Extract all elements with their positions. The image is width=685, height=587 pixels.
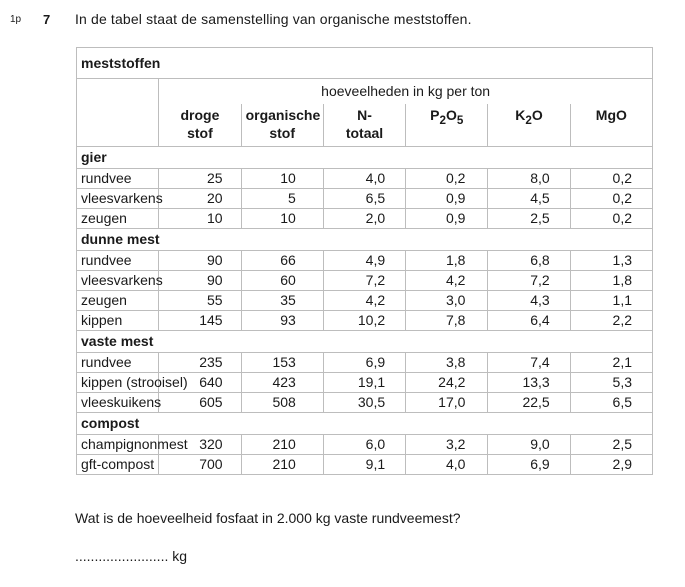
table-cell: 605 — [159, 393, 241, 413]
table-cell: 2,0 — [323, 209, 405, 229]
table-cell: 153 — [241, 353, 323, 373]
row-label: vleesvarkens — [77, 189, 159, 209]
table-cell: 700 — [159, 455, 241, 475]
table-cell: 1,3 — [570, 251, 652, 271]
table-cell: 423 — [241, 373, 323, 393]
table-cell: 22,5 — [488, 393, 570, 413]
table-cell: 2,1 — [570, 353, 652, 373]
table-row — [77, 353, 653, 373]
table-cell: 145 — [159, 311, 241, 331]
table-cell: 3,8 — [406, 353, 488, 373]
table-cell: 210 — [241, 455, 323, 475]
table-cell: 0,2 — [570, 189, 652, 209]
table-cell: 4,2 — [406, 271, 488, 291]
table-row — [77, 393, 653, 413]
row-label: rundvee — [77, 353, 159, 373]
table-cell: 7,2 — [488, 271, 570, 291]
table-cell: 4,5 — [488, 189, 570, 209]
table-cell: 508 — [241, 393, 323, 413]
question-intro: In de tabel staat de samenstelling van organische meststoffen. — [75, 11, 472, 27]
table-title: meststoffen — [77, 48, 653, 79]
header-spacer — [77, 104, 159, 147]
answer-blank: ........................ kg — [75, 548, 188, 564]
table-cell: 9,1 — [323, 455, 405, 475]
table-cell: 7,4 — [488, 353, 570, 373]
row-label: kippen (strooisel) — [77, 373, 159, 393]
table-cell: 19,1 — [323, 373, 405, 393]
header-organic-matter: organische stof — [241, 104, 323, 147]
header-mgo: MgO — [570, 104, 652, 147]
row-label: kippen — [77, 311, 159, 331]
table-cell: 640 — [159, 373, 241, 393]
category-row — [77, 147, 653, 169]
category-label: dunne mest — [77, 229, 653, 251]
table-cell: 30,5 — [323, 393, 405, 413]
points-label: 1p — [10, 14, 22, 25]
question-prompt: Wat is de hoeveelheid fosfaat in 2.000 kg vaste rundveemest? — [75, 510, 461, 526]
table-cell: 1,1 — [570, 291, 652, 311]
header-dry-matter: droge stof — [159, 104, 241, 147]
category-row — [77, 413, 653, 435]
table-row — [77, 271, 653, 291]
units-spacer — [77, 79, 159, 105]
table-cell: 2,5 — [570, 435, 652, 455]
units-row — [77, 79, 653, 105]
row-label: zeugen — [77, 209, 159, 229]
table-cell: 1,8 — [570, 271, 652, 291]
table-cell: 0,9 — [406, 189, 488, 209]
column-header-row — [77, 104, 653, 147]
table-cell: 6,5 — [323, 189, 405, 209]
category-label: compost — [77, 413, 653, 435]
row-label: champignonmest — [77, 435, 159, 455]
category-label: gier — [77, 147, 653, 169]
table-cell: 6,4 — [488, 311, 570, 331]
category-label: vaste mest — [77, 331, 653, 353]
table-cell: 4,3 — [488, 291, 570, 311]
table-cell: 90 — [159, 251, 241, 271]
table-cell: 10 — [241, 209, 323, 229]
table-cell: 66 — [241, 251, 323, 271]
table-cell: 2,9 — [570, 455, 652, 475]
table-cell: 25 — [159, 169, 241, 189]
table-cell: 4,2 — [323, 291, 405, 311]
header-k2o: $K_2O$ — [488, 104, 570, 147]
table-cell: 320 — [159, 435, 241, 455]
table-cell: 10 — [241, 169, 323, 189]
table-cell: 60 — [241, 271, 323, 291]
header-nitrogen-total: N- totaal — [323, 104, 405, 147]
table-row — [77, 311, 653, 331]
table-cell: 0,2 — [406, 169, 488, 189]
table-cell: 3,2 — [406, 435, 488, 455]
table-cell: 5,3 — [570, 373, 652, 393]
row-label: vleeskuikens — [77, 393, 159, 413]
table-cell: 6,0 — [323, 435, 405, 455]
table-row — [77, 169, 653, 189]
table-cell: 5 — [241, 189, 323, 209]
question-number: 7 — [43, 12, 51, 27]
table-cell: 3,0 — [406, 291, 488, 311]
row-label: zeugen — [77, 291, 159, 311]
table-cell: 1,8 — [406, 251, 488, 271]
table-cell: 35 — [241, 291, 323, 311]
table-cell: 6,9 — [323, 353, 405, 373]
table-row — [77, 455, 653, 475]
table-cell: 7,2 — [323, 271, 405, 291]
table-cell: 10,2 — [323, 311, 405, 331]
fertilizer-table — [76, 47, 653, 475]
table-cell: 0,2 — [570, 209, 652, 229]
table-cell: 0,9 — [406, 209, 488, 229]
table-cell: 55 — [159, 291, 241, 311]
header-p2o5: $P_2O_5$ — [406, 104, 488, 147]
table-row — [77, 291, 653, 311]
table-cell: 4,0 — [406, 455, 488, 475]
table-row — [77, 251, 653, 271]
table-cell: 6,9 — [488, 455, 570, 475]
table-cell: 2,5 — [488, 209, 570, 229]
table-cell: 17,0 — [406, 393, 488, 413]
table-cell: 10 — [159, 209, 241, 229]
table-title-row — [77, 48, 653, 79]
row-label: rundvee — [77, 169, 159, 189]
row-label: vleesvarkens — [77, 271, 159, 291]
table-cell: 8,0 — [488, 169, 570, 189]
table-cell: 93 — [241, 311, 323, 331]
table-cell: 24,2 — [406, 373, 488, 393]
table-row — [77, 209, 653, 229]
table-cell: 90 — [159, 271, 241, 291]
category-row — [77, 331, 653, 353]
table-row — [77, 435, 653, 455]
row-label: rundvee — [77, 251, 159, 271]
table-cell: 235 — [159, 353, 241, 373]
table-cell: 13,3 — [488, 373, 570, 393]
table-row — [77, 189, 653, 209]
table-cell: 4,9 — [323, 251, 405, 271]
row-label: gft-compost — [77, 455, 159, 475]
category-row — [77, 229, 653, 251]
table-cell: 6,8 — [488, 251, 570, 271]
table-cell: 2,2 — [570, 311, 652, 331]
table-cell: 0,2 — [570, 169, 652, 189]
table-cell: 4,0 — [323, 169, 405, 189]
table-cell: 9,0 — [488, 435, 570, 455]
units-label: hoeveelheden in kg per ton — [159, 79, 653, 105]
table-cell: 210 — [241, 435, 323, 455]
table-cell: 20 — [159, 189, 241, 209]
table-cell: 6,5 — [570, 393, 652, 413]
table-cell: 7,8 — [406, 311, 488, 331]
table-row — [77, 373, 653, 393]
